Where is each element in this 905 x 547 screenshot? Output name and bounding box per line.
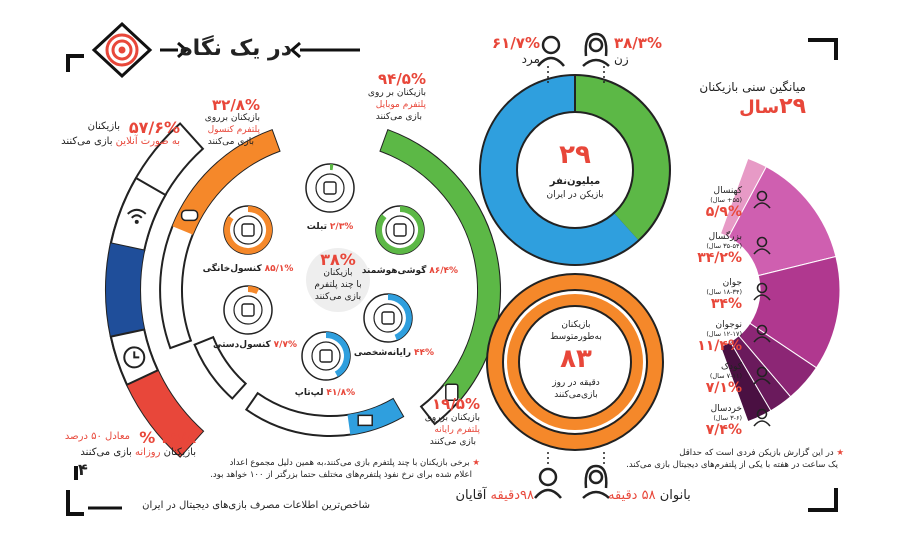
women-time-value: ۵۸ دقیقه bbox=[608, 488, 656, 503]
men-time-label: آقایان bbox=[455, 488, 487, 503]
multi-percentage: ۳۸% bbox=[320, 250, 356, 269]
handheld-console-icon-bg bbox=[234, 296, 262, 324]
online-percentage: ۵۷/۶% bbox=[128, 118, 180, 137]
mobile-percentage: ۹۴/۵% bbox=[378, 70, 426, 88]
male-percentage: ۶۱/۷% bbox=[492, 34, 540, 52]
pc-line3: بازی می‌کنند bbox=[429, 437, 476, 447]
online-line2 bbox=[61, 136, 180, 147]
home-console-icon-bg bbox=[234, 216, 262, 244]
smartphone-name: گوشی‌هوشمند bbox=[361, 266, 427, 276]
daily-line-dark1: بازیکنان bbox=[163, 447, 196, 458]
age-group-6 bbox=[676, 404, 742, 438]
mobile-line2: پلتفرم موبایل bbox=[375, 100, 426, 110]
men-time-icon bbox=[540, 469, 556, 485]
age-group-3 bbox=[676, 278, 742, 312]
age-group-label: کودک bbox=[721, 362, 742, 372]
age-group-range: (۵۵+ سال) bbox=[710, 196, 742, 204]
daily-line-red: روزانه bbox=[135, 447, 161, 458]
console-line2: پلتفرم کنسول bbox=[207, 125, 260, 135]
age-group-2 bbox=[676, 232, 742, 266]
console-percentage: ۳۲/۸% bbox=[212, 96, 260, 114]
online-line2-red: به صورت آنلاین bbox=[115, 136, 180, 147]
women-time-icon-face bbox=[590, 471, 602, 483]
home-console-label bbox=[202, 264, 294, 274]
report-note-1-text: در این گزارش بازیکن فردی است که حداقل bbox=[679, 448, 834, 458]
men-time-icon-body bbox=[535, 490, 561, 498]
daily-equivalent: معادل ۵۰ درصد bbox=[64, 431, 130, 442]
time-number: ۸۳ bbox=[560, 344, 592, 374]
multi-line2: با چند پلتفرم bbox=[314, 280, 362, 290]
daily-line-dark2: بازی می‌کنند bbox=[80, 447, 132, 458]
note-star-2: ★ bbox=[836, 448, 844, 458]
age-group-range: (۱۸-۳۴ سال) bbox=[706, 288, 742, 296]
footer-title: شاخص‌ترین اطلاعات مصرف بازی‌های دیجیتال در ایران bbox=[142, 500, 370, 511]
wifi-icon-dot bbox=[135, 220, 139, 224]
note-star-1: ★ bbox=[472, 458, 480, 468]
desktop-icon-bg bbox=[374, 304, 402, 332]
console-arc-icon bbox=[182, 210, 198, 220]
pc-arc-icon bbox=[358, 415, 372, 425]
handheld-name: کنسول‌دستی bbox=[213, 340, 271, 350]
tablet-value: ۲/۳% bbox=[329, 222, 354, 232]
players-number: ۲۹ bbox=[559, 140, 591, 170]
page-title: در یک نگاه bbox=[179, 36, 292, 61]
online-line1: بازیکنان bbox=[87, 121, 120, 132]
report-note-2: یک ساعت در هفته با یکی از پلتفرم‌های دیجیتال بازی می‌کند. bbox=[626, 460, 838, 470]
female-icon-body bbox=[583, 60, 609, 66]
age-group-label: کهنسال bbox=[713, 186, 742, 196]
age-group-5 bbox=[676, 362, 742, 396]
multi-note-1 bbox=[229, 458, 480, 468]
age-group-range: (۱۲-۱۷ سال) bbox=[706, 330, 742, 338]
gender-donut bbox=[479, 74, 671, 266]
handheld-value: ۷/۷% bbox=[273, 340, 297, 350]
age-group-label: خردسال bbox=[710, 404, 742, 414]
multi-note-1-text: برخی بازیکنان با چند پلتفرم بازی می‌کنند،به همین دلیل مجموع اعداد bbox=[229, 458, 470, 468]
page-number: ۴ bbox=[78, 460, 88, 479]
players-unit: میلیون‌نفر bbox=[549, 176, 601, 187]
time-line4: بازی‌می‌کنند bbox=[554, 390, 598, 400]
smartphone-label bbox=[362, 266, 458, 276]
age-group-pct: ۳۴/۲% bbox=[697, 250, 742, 266]
age-group-range: (۳۵-۵۴ سال) bbox=[706, 242, 742, 250]
age-person-icon-body bbox=[754, 421, 770, 426]
age-group-pct: ۷/۱% bbox=[705, 380, 742, 396]
age-group-pct: ۵/۹% bbox=[705, 204, 742, 220]
desktop-value: ۴۴% bbox=[413, 348, 434, 358]
pc-percentage: ۱۹/۵% bbox=[432, 395, 480, 413]
age-group-range: (۳-۶ سال) bbox=[713, 414, 742, 422]
age-group-label: جوان bbox=[722, 278, 742, 288]
players-line: بازیکن در ایران bbox=[546, 190, 604, 200]
multi-note-2: اعلام شده برای نرخ نفوذ پلتفرم‌های مختلف حتما بزرگتر از ۱۰۰ خواهد بود. bbox=[210, 470, 472, 480]
home-console-name: کنسول‌خانگی bbox=[202, 264, 262, 274]
age-value bbox=[706, 94, 806, 119]
online-arc-fill bbox=[106, 243, 144, 336]
gender-donut-hole bbox=[517, 112, 633, 228]
tablet-name: تبلت bbox=[306, 222, 328, 232]
age-group-4 bbox=[676, 320, 742, 354]
time-line3: دقیقه در روز bbox=[552, 378, 600, 388]
mobile-line1: بازیکنان بر روی bbox=[367, 88, 426, 98]
smartphone-icon-bg bbox=[386, 216, 414, 244]
age-group-label: نوجوان bbox=[715, 320, 742, 330]
age-title: میانگین سنی بازیکنان bbox=[699, 80, 806, 94]
women-time bbox=[608, 488, 720, 503]
tablet-icon-bg bbox=[316, 174, 344, 202]
smartphone-value: ۸۶/۴% bbox=[429, 266, 458, 276]
male-icon bbox=[543, 37, 559, 53]
report-note-1 bbox=[650, 448, 844, 458]
age-unit: سال bbox=[739, 97, 780, 118]
women-time-label: بانوان bbox=[659, 488, 691, 503]
laptop-name: لپ‌تاپ bbox=[294, 388, 324, 398]
handheld-console-ring-fill bbox=[248, 289, 258, 291]
age-number: ۲۹ bbox=[779, 94, 806, 119]
time-line1: بازیکنان bbox=[561, 320, 591, 330]
desktop-label bbox=[353, 348, 434, 358]
age-group-pct: ۱۱/۴% bbox=[697, 338, 742, 354]
men-time-value: ۹۸دقیقه bbox=[490, 488, 534, 503]
daily-line bbox=[70, 447, 196, 458]
age-group-pct: ۷/۴% bbox=[705, 422, 742, 438]
console-line1: بازیکنان برروی bbox=[204, 113, 260, 123]
left-arcs bbox=[106, 124, 203, 457]
male-icon-body bbox=[538, 58, 564, 66]
daily-percentage: ۴۹/۸ % bbox=[139, 428, 196, 447]
pc-line2: پلتفرم رایانه bbox=[434, 425, 480, 435]
women-time-icon-body bbox=[583, 492, 609, 498]
men-time bbox=[430, 488, 534, 503]
male-label: مرد bbox=[521, 52, 540, 66]
target-icon bbox=[94, 24, 150, 76]
laptop-label bbox=[290, 388, 360, 398]
female-label: زن bbox=[614, 52, 629, 66]
handheld-label bbox=[212, 340, 298, 350]
online-line2-dark: بازی می‌کنند bbox=[61, 136, 113, 147]
home-console-value: ۸۵/۱% bbox=[264, 264, 294, 274]
laptop-value: ۴۱/۸% bbox=[326, 388, 356, 398]
tablet-label bbox=[300, 222, 360, 232]
age-group-pct: ۳۴% bbox=[710, 296, 742, 312]
laptop-icon-bg bbox=[312, 342, 340, 370]
female-icon-face bbox=[590, 39, 602, 51]
multi-line3: بازی می‌کنند bbox=[314, 292, 362, 302]
mobile-line3: بازی می‌کنند bbox=[375, 112, 422, 122]
pc-line1: بازیکنان برروی bbox=[424, 413, 480, 423]
console-line3: بازی می‌کنند bbox=[207, 137, 254, 147]
age-group-label: بزرگسال bbox=[708, 232, 742, 242]
age-group-range: (۷-۱۱ سال) bbox=[709, 372, 742, 380]
age-group-1 bbox=[676, 186, 742, 220]
female-percentage: ۳۸/۳% bbox=[614, 34, 662, 52]
multi-line1: بازیکنان bbox=[323, 268, 353, 278]
time-line2: به‌طور‌متوسط bbox=[550, 332, 602, 342]
desktop-name: رایانه‌شخصی bbox=[353, 348, 412, 358]
